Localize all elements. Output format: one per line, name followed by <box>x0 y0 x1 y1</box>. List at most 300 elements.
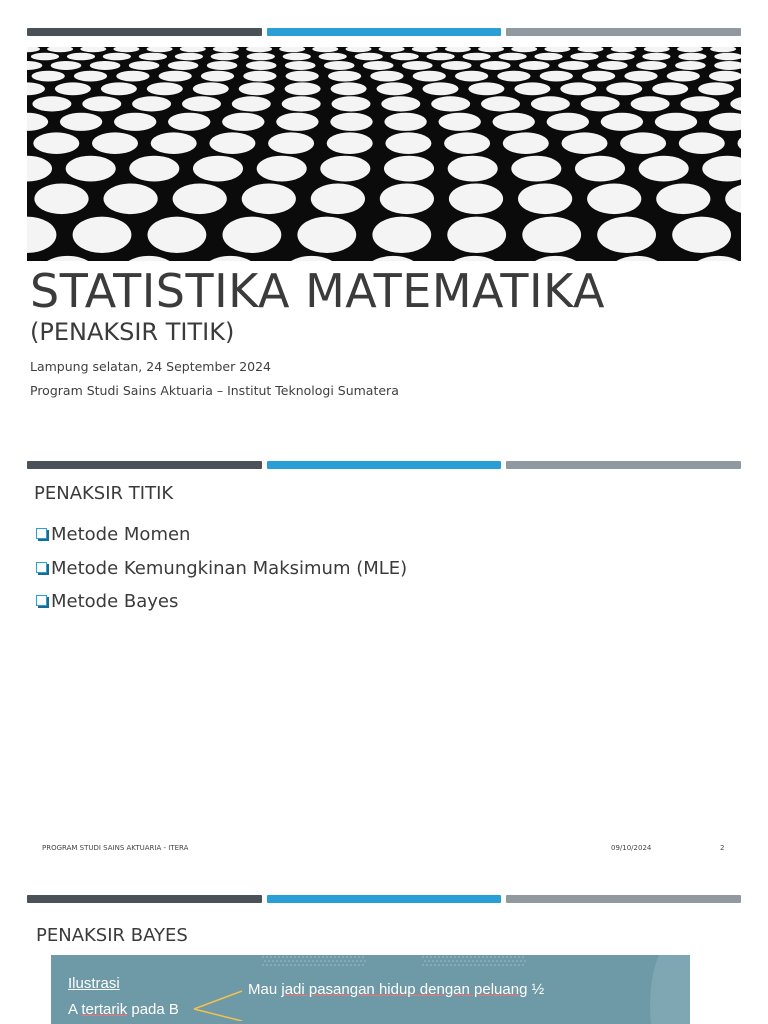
disc-shape <box>468 82 504 95</box>
dot-shape <box>288 960 290 962</box>
disc-shape <box>27 217 56 253</box>
disc-shape <box>547 113 589 131</box>
disc-shape <box>104 184 158 215</box>
disc-shape <box>379 47 405 52</box>
disc-shape <box>606 82 642 95</box>
dot-shape <box>318 956 320 958</box>
disc-shape <box>173 184 227 215</box>
dot-shape <box>320 960 322 962</box>
disc-shape <box>332 96 371 111</box>
disc-shape <box>478 47 504 52</box>
dot-shape <box>330 964 332 966</box>
dot-shape <box>436 960 438 962</box>
presentation-subtitle: (PENAKSIR TITIK) <box>30 318 235 346</box>
disc-shape <box>242 184 296 215</box>
disc-shape <box>672 217 731 253</box>
dot-shape <box>500 960 502 962</box>
dot-shape <box>492 960 494 962</box>
dot-shape <box>434 956 436 958</box>
disc-shape <box>36 256 100 261</box>
dot-shape <box>352 960 354 962</box>
disc-shape <box>570 53 598 61</box>
dot-shape <box>338 964 340 966</box>
content-slide-penaksir-titik <box>0 440 768 880</box>
header-bar-gray <box>506 28 741 36</box>
disc-shape <box>372 217 431 253</box>
disc-shape <box>279 47 305 52</box>
dot-shape <box>286 964 288 966</box>
dot-shape <box>310 964 312 966</box>
dot-shape <box>300 960 302 962</box>
dot-shape <box>522 956 524 958</box>
disc-shape <box>257 156 307 182</box>
disc-shape <box>34 184 88 215</box>
dot-shape <box>490 964 492 966</box>
disc-shape <box>441 61 472 70</box>
disc-shape <box>51 61 82 70</box>
disc-shape <box>667 71 700 82</box>
disc-shape <box>636 61 667 70</box>
dot-shape <box>266 964 268 966</box>
disc-shape <box>355 53 383 61</box>
disc-shape <box>201 71 234 82</box>
dot-shape <box>358 956 360 958</box>
dot-shape <box>422 964 424 966</box>
disc-shape <box>698 82 734 95</box>
square-bullet-icon <box>36 562 47 573</box>
disc-shape <box>193 156 243 182</box>
slide-number: 2 <box>720 844 725 852</box>
disc-shape <box>32 71 65 82</box>
disc-shape <box>377 82 413 95</box>
disc-shape <box>276 113 318 131</box>
dot-shape <box>336 960 338 962</box>
dot-shape <box>476 960 478 962</box>
dot-shape <box>294 964 296 966</box>
dot-shape <box>358 964 360 966</box>
disc-shape <box>32 96 71 111</box>
dot-shape <box>442 956 444 958</box>
dot-shape <box>444 960 446 962</box>
list-item-text: Metode Bayes <box>51 591 179 612</box>
method-list <box>34 524 407 625</box>
disc-shape <box>361 256 425 261</box>
dot-shape <box>296 960 298 962</box>
disc-shape <box>540 71 573 82</box>
disc-shape <box>611 47 637 52</box>
dot-shape <box>430 964 432 966</box>
decorative-dots <box>421 955 531 969</box>
disc-shape <box>380 184 434 215</box>
disc-shape <box>193 82 229 95</box>
disc-shape <box>324 61 355 70</box>
illustration-label: Ilustrasi <box>68 975 120 992</box>
dot-shape <box>508 960 510 962</box>
disc-shape <box>444 132 490 154</box>
disc-shape <box>680 96 719 111</box>
dot-shape <box>460 960 462 962</box>
dot-shape <box>522 964 524 966</box>
dot-shape <box>322 956 324 958</box>
dot-shape <box>266 956 268 958</box>
disc-shape <box>247 53 275 61</box>
disc-shape <box>223 217 282 253</box>
disc-shape <box>320 156 370 182</box>
illustration-image <box>51 955 690 1024</box>
dot-shape <box>278 956 280 958</box>
dot-shape <box>342 964 344 966</box>
disc-shape <box>67 53 95 61</box>
dot-shape <box>322 964 324 966</box>
dot-shape <box>458 956 460 958</box>
disc-shape <box>33 132 79 154</box>
disc-shape <box>182 96 221 111</box>
dot-shape <box>360 960 362 962</box>
disc-shape <box>445 47 471 52</box>
disc-shape <box>455 71 488 82</box>
dot-shape <box>512 960 514 962</box>
disc-shape <box>714 53 741 61</box>
disc-shape <box>129 61 160 70</box>
disc-shape <box>66 156 116 182</box>
dot-shape <box>268 960 270 962</box>
disc-shape <box>92 132 138 154</box>
dot-shape <box>356 960 358 962</box>
slide-title: PENAKSIR BAYES <box>36 925 188 946</box>
disc-shape <box>168 61 199 70</box>
dot-shape <box>496 960 498 962</box>
disc-shape <box>381 96 420 111</box>
dot-shape <box>498 956 500 958</box>
disc-shape <box>209 132 255 154</box>
dot-shape <box>446 956 448 958</box>
disc-shape <box>511 156 561 182</box>
disc-shape <box>117 256 181 261</box>
dot-shape <box>430 956 432 958</box>
dot-shape <box>270 964 272 966</box>
dot-shape <box>280 960 282 962</box>
disc-shape <box>497 71 530 82</box>
dot-shape <box>314 956 316 958</box>
dot-shape <box>470 956 472 958</box>
white-discs-pattern <box>27 47 741 261</box>
dot-shape <box>326 964 328 966</box>
disc-shape <box>642 53 670 61</box>
slide-date: 09/10/2024 <box>611 844 652 852</box>
disc-shape <box>27 156 52 182</box>
disc-shape <box>27 113 48 131</box>
dot-shape <box>354 964 356 966</box>
slide-header-bars <box>27 28 741 36</box>
dot-shape <box>424 960 426 962</box>
disc-shape <box>243 71 276 82</box>
dot-shape <box>308 960 310 962</box>
dot-shape <box>354 956 356 958</box>
disc-shape <box>268 132 314 154</box>
dot-shape <box>442 964 444 966</box>
dot-shape <box>344 960 346 962</box>
dot-shape <box>342 956 344 958</box>
dot-shape <box>292 960 294 962</box>
disc-shape <box>463 53 491 61</box>
dot-shape <box>426 964 428 966</box>
dot-shape <box>426 956 428 958</box>
disc-shape <box>246 47 272 52</box>
hero-image <box>27 47 741 261</box>
dot-shape <box>422 956 424 958</box>
dot-shape <box>474 964 476 966</box>
disc-shape <box>327 132 373 154</box>
disc-shape <box>639 156 689 182</box>
dot-shape <box>502 964 504 966</box>
header-bar-dark <box>27 28 262 36</box>
disc-shape <box>518 184 572 215</box>
disc-shape <box>384 156 434 182</box>
dot-shape <box>274 956 276 958</box>
dot-shape <box>310 956 312 958</box>
dot-shape <box>348 960 350 962</box>
list-item <box>34 558 407 592</box>
dot-shape <box>346 956 348 958</box>
disc-shape <box>679 132 725 154</box>
content-slide-penaksir-bayes <box>0 880 768 1024</box>
disc-shape <box>481 96 520 111</box>
dot-shape <box>316 960 318 962</box>
dot-shape <box>448 960 450 962</box>
dot-shape <box>302 964 304 966</box>
dot-shape <box>450 964 452 966</box>
disc-shape <box>499 53 527 61</box>
header-bar-blue <box>267 28 501 36</box>
disc-shape <box>423 82 459 95</box>
disc-shape <box>27 61 42 70</box>
disc-shape <box>655 113 697 131</box>
dot-shape <box>518 964 520 966</box>
disc-shape <box>198 256 262 261</box>
dot-shape <box>440 960 442 962</box>
dot-shape <box>438 956 440 958</box>
disc-shape <box>31 53 59 61</box>
list-item-text: Metode Momen <box>51 524 191 545</box>
dot-shape <box>306 956 308 958</box>
list-item-text: Metode Kemungkinan Maksimum (MLE) <box>51 557 408 579</box>
disc-shape <box>678 53 706 61</box>
dot-shape <box>324 960 326 962</box>
dot-shape <box>490 956 492 958</box>
disc-shape <box>534 53 562 61</box>
disc-shape <box>330 113 372 131</box>
dot-shape <box>350 964 352 966</box>
dot-shape <box>302 956 304 958</box>
disc-shape <box>587 184 641 215</box>
illustration-branch-text: Mau jadi pasangan hidup dengan peluang ½ <box>248 981 545 998</box>
disc-shape <box>597 61 628 70</box>
dot-shape <box>480 960 482 962</box>
disc-shape <box>519 61 550 70</box>
dot-shape <box>462 964 464 966</box>
dot-shape <box>464 960 466 962</box>
disc-shape <box>442 256 506 261</box>
disc-shape <box>412 47 438 52</box>
disc-shape <box>624 71 657 82</box>
dot-shape <box>304 960 306 962</box>
dot-shape <box>428 960 430 962</box>
disc-shape <box>503 132 549 154</box>
disc-shape <box>139 53 167 61</box>
presentation-institution: Program Studi Sains Aktuaria – Institut Teknologi Sumatera <box>30 383 399 398</box>
dot-shape <box>518 956 520 958</box>
disc-shape <box>560 82 596 95</box>
disc-shape <box>384 113 426 131</box>
disc-shape <box>605 256 669 261</box>
dot-shape <box>332 960 334 962</box>
disc-shape <box>714 61 741 70</box>
dot-shape <box>482 956 484 958</box>
dot-shape <box>282 956 284 958</box>
disc-shape <box>656 184 710 215</box>
disc-shape <box>175 53 203 61</box>
disc-shape <box>159 71 192 82</box>
dot-shape <box>364 960 366 962</box>
dot-shape <box>466 956 468 958</box>
dot-shape <box>474 956 476 958</box>
header-bar-gray <box>506 461 741 469</box>
disc-shape <box>168 113 210 131</box>
disc-shape <box>80 47 106 52</box>
dot-shape <box>520 960 522 962</box>
disc-shape <box>575 156 625 182</box>
disc-shape <box>413 71 446 82</box>
disc-shape <box>449 184 503 215</box>
disc-shape <box>311 184 365 215</box>
disc-shape <box>148 217 207 253</box>
disc-shape <box>90 61 121 70</box>
disc-shape <box>725 184 741 215</box>
dot-shape <box>472 960 474 962</box>
slide-title: PENAKSIR TITIK <box>34 483 174 504</box>
dot-shape <box>454 964 456 966</box>
dot-shape <box>286 956 288 958</box>
dot-shape <box>494 956 496 958</box>
disc-shape <box>207 61 238 70</box>
dot-shape <box>486 964 488 966</box>
disc-shape <box>702 156 741 182</box>
disc-shape <box>427 53 455 61</box>
list-item <box>34 591 407 625</box>
dot-shape <box>270 956 272 958</box>
disc-shape <box>447 217 506 253</box>
disc-shape <box>448 156 498 182</box>
disc-shape <box>74 71 107 82</box>
dot-shape <box>516 960 518 962</box>
dot-shape <box>458 964 460 966</box>
slide-header-bars <box>27 895 741 903</box>
disc-shape <box>47 47 73 52</box>
disc-shape <box>686 256 741 261</box>
disc-shape <box>132 96 171 111</box>
dot-shape <box>456 960 458 962</box>
dot-shape <box>462 956 464 958</box>
dot-shape <box>284 960 286 962</box>
dot-shape <box>486 956 488 958</box>
dot-shape <box>470 964 472 966</box>
disc-shape <box>385 132 431 154</box>
disc-shape <box>211 53 239 61</box>
disc-shape <box>180 47 206 52</box>
disc-shape <box>116 71 149 82</box>
disc-shape <box>328 71 361 82</box>
title-slide <box>0 0 768 440</box>
dot-shape <box>454 956 456 958</box>
dot-shape <box>274 964 276 966</box>
dot-shape <box>524 960 526 962</box>
dot-shape <box>446 964 448 966</box>
slide-footer: PROGRAM STUDI SAINS AKTUARIA - ITERA <box>42 844 189 852</box>
dot-shape <box>340 960 342 962</box>
disc-shape <box>285 61 316 70</box>
dot-shape <box>494 964 496 966</box>
disc-shape <box>631 96 670 111</box>
dot-shape <box>468 960 470 962</box>
dot-shape <box>438 964 440 966</box>
disc-shape <box>511 47 537 52</box>
disc-shape <box>514 82 550 95</box>
dot-shape <box>338 956 340 958</box>
dot-shape <box>298 964 300 966</box>
dot-shape <box>478 956 480 958</box>
disc-shape <box>677 47 703 52</box>
square-bullet-icon <box>36 528 47 539</box>
disc-shape <box>27 47 40 52</box>
dot-shape <box>498 964 500 966</box>
disc-shape <box>620 132 666 154</box>
dot-shape <box>330 956 332 958</box>
disc-shape <box>709 113 741 131</box>
disc-shape <box>147 47 173 52</box>
disc-shape <box>391 53 419 61</box>
disc-shape <box>282 96 321 111</box>
dot-shape <box>362 964 364 966</box>
dot-shape <box>346 964 348 966</box>
dot-shape <box>506 956 508 958</box>
dot-shape <box>282 964 284 966</box>
header-bar-blue <box>267 461 501 469</box>
disc-shape <box>439 113 481 131</box>
dot-shape <box>510 956 512 958</box>
dot-shape <box>466 964 468 966</box>
dot-shape <box>488 960 490 962</box>
dot-shape <box>350 956 352 958</box>
disc-shape <box>285 82 321 95</box>
header-bar-gray <box>506 895 741 903</box>
dot-shape <box>318 964 320 966</box>
disc-shape <box>113 47 139 52</box>
disc-shape <box>709 71 741 82</box>
disc-shape <box>730 96 741 111</box>
disc-shape <box>103 53 131 61</box>
dot-shape <box>434 964 436 966</box>
disc-shape <box>558 61 589 70</box>
header-bar-dark <box>27 895 262 903</box>
disc-shape <box>129 156 179 182</box>
dot-shape <box>502 956 504 958</box>
dot-shape <box>306 964 308 966</box>
dot-shape <box>514 964 516 966</box>
dot-shape <box>482 964 484 966</box>
disc-shape <box>738 132 742 154</box>
dot-shape <box>506 964 508 966</box>
header-bar-dark <box>27 461 262 469</box>
